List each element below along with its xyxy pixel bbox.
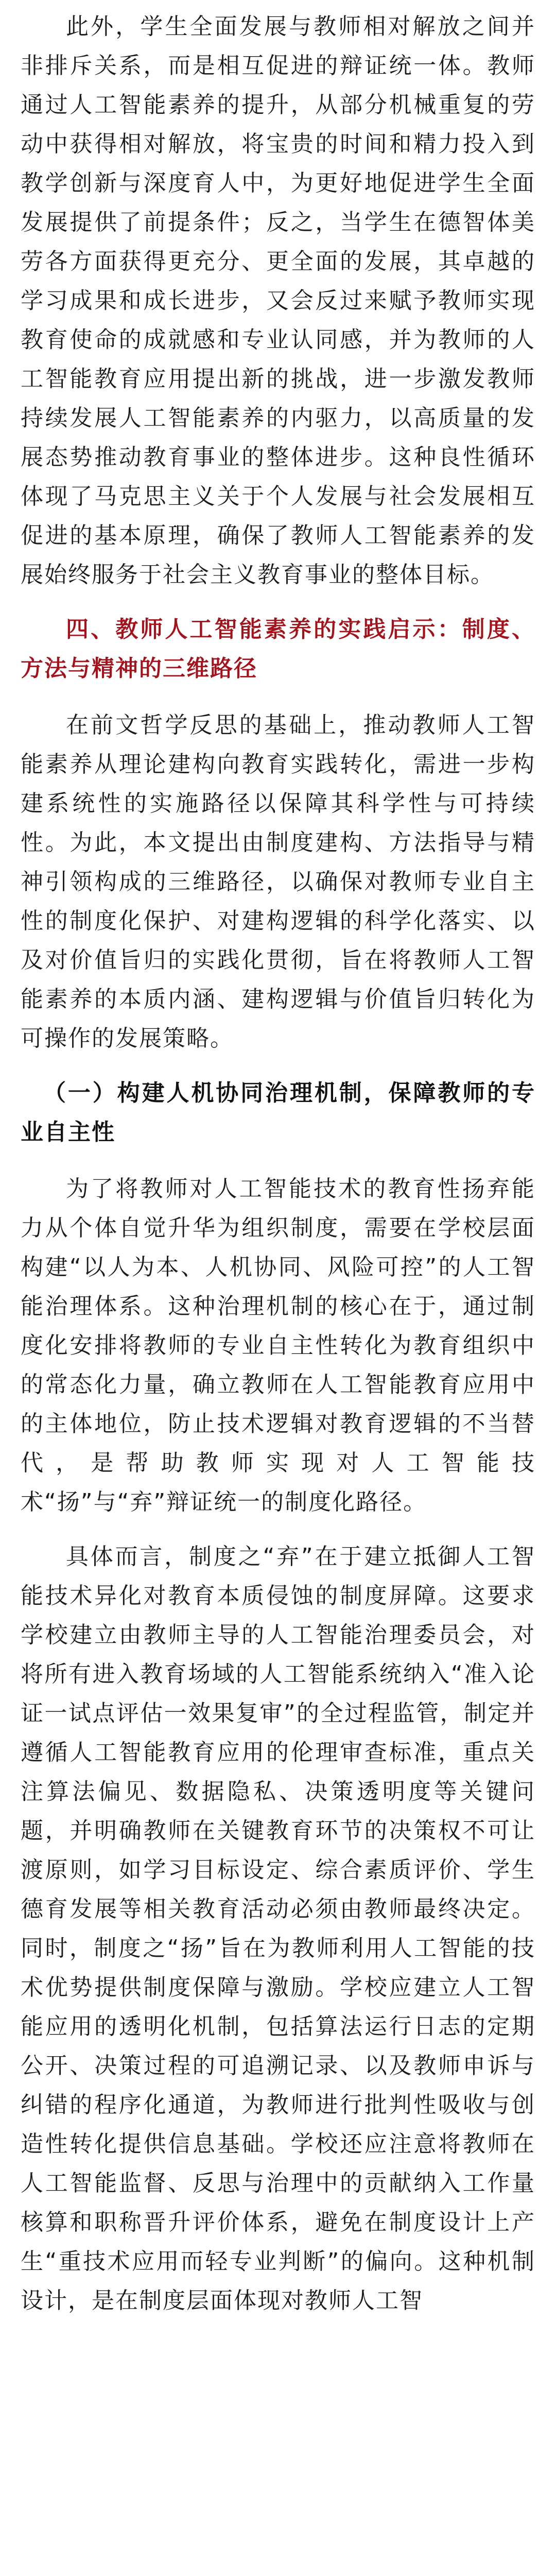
- subsection-heading: （一）构建人机协同治理机制，保障教师的专业自主性: [21, 1080, 535, 1145]
- article-paragraph: 此外，学生全面发展与教师相对解放之间并非排斥关系，而是相互促进的辩证统一体。教师通过人工智能素养的提升，从部分机械重复的劳动中获得相对解放，将宝贵的时间和精力投入到教学创新与深度育人中，为更好地促进学生全面发展提供了前提条件；反之，当学生在德智体美劳各方面获得更充分、更全面的发展，其卓越的学习成果和成长进步，又会反过来赋予教师实现教育使命的成就感和专业认同感，并为教师的人工智能教育应用提出新的挑战，进一步激发教师持续发展人工智能素养的内驱力，以高质量的发展态势推动教育事业的整体进步。这种良性循环体现了马克思主义关于个人发展与社会发展相互促进的基本原理，确保了教师人工智能素养的发展始终服务于社会主义教育事业的整体目标。: [21, 13, 535, 588]
- section-heading: 四、教师人工智能素养的实践启示：制度、方法与精神的三维路径: [21, 616, 535, 682]
- subsection-paragraph: 为了将教师对人工智能技术的教育性扬弃能力从个体自觉升华为组织制度，需要在学校层面构建“以人为本、人机协同、风险可控”的人工智能治理体系。这种治理机制的核心在于，通过制度化安排将教师的专业自主性转化为教育组织中的常态化力量，确立教师在人工智能教育应用中的主体地位，防止技术逻辑对教育逻辑的不当替代，是帮助教师实现对人工智能技术“扬”与“弃”辩证统一的制度化路径。: [21, 1176, 535, 1515]
- section-intro-paragraph: 在前文哲学反思的基础上，推动教师人工智能素养从理论建构向教育实践转化，需进一步构建系统性的实施路径以保障其科学性与可持续性。为此，本文提出由制度建构、方法指导与精神引领构成的三维路径，以确保对教师专业自主性的制度化保护、对建构逻辑的科学化落实、以及对价值旨归的实践化贯彻，旨在将教师人工智能素养的本质内涵、建构逻辑与价值旨归转化为可操作的发展策略。: [21, 712, 535, 1052]
- subsection-paragraph: 具体而言，制度之“弃”在于建立抵御人工智能技术异化对教育本质侵蚀的制度屏障。这要求学校建立由教师主导的人工智能治理委员会，对将所有进入教育场域的人工智能系统纳入“准入论证一试点评估一效果复审”的全过程监管，制定并遵循人工智能教育应用的伦理审查标准，重点关注算法偏见、数据隐私、决策透明度等关键问题，并明确教师在关键教育环节的决策权不可让渡原则，如学习目标设定、综合素质评价、学生德育发展等相关教育活动必须由教师最终决定。同时，制度之“扬”旨在为教师利用人工智能的技术优势提供制度保障与激励。学校应建立人工智能应用的透明化机制，包括算法运行日志的定期公开、决策过程的可追溯记录、以及教师申诉与纠错的程序化通道，为教师进行批判性吸收与创造性转化提供信息基础。学校还应注意将教师在人工智能监督、反思与治理中的贡献纳入工作量核算和职称晋升评价体系，避免在制度设计上产生“重技术应用而轻专业判断”的偏向。这种机制设计，是在制度层面体现对教师人工智: [21, 1544, 535, 2314]
